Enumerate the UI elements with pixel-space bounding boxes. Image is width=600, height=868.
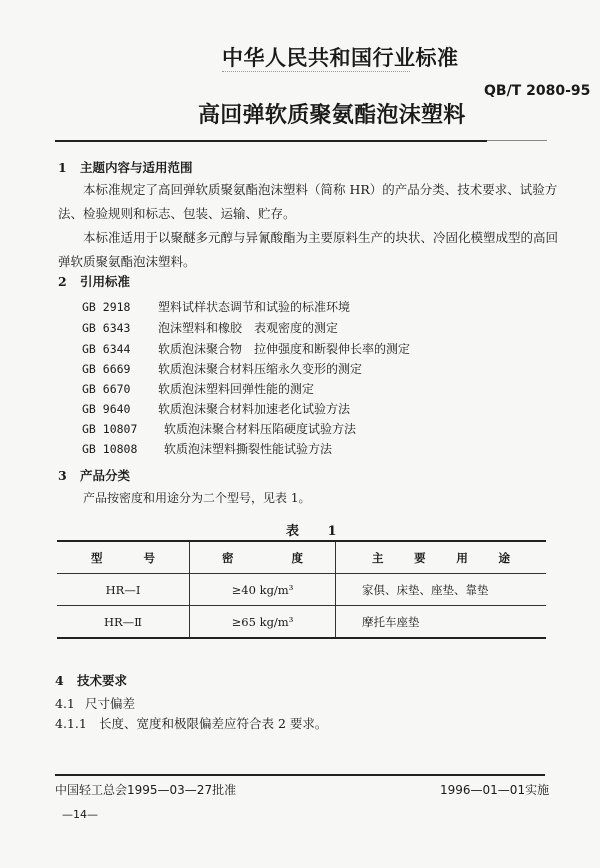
approval-date: 中国轻工总会1995—03—27批准 [55,783,237,797]
page-number: —14— [62,808,98,821]
cell-use: 摩托车座垫 [336,606,547,639]
section-3-paragraph: 产品按密度和用途分为二个型号，见表 1。 [83,491,311,505]
section-title: 产品分类 [80,468,131,483]
reference-item: GB 6670 软质泡沫塑料回弹性能的测定 [82,382,315,396]
section-number: 2 [58,274,67,289]
title-rule-extension [487,140,547,141]
section-title: 引用标准 [80,274,131,289]
standard-code: QB/T 2080-95 [484,83,591,99]
section-number: 1 [58,160,67,175]
cell-density: ≥65 kg/m³ [190,606,336,639]
section-1-heading [58,158,193,176]
title-rule [55,140,487,142]
table-header-row [57,541,546,574]
issuer-title: 中华人民共和国行业标准 [222,46,459,70]
reference-item: GB 10808 软质泡沫塑料撕裂性能试验方法 [82,442,333,456]
document-title: 高回弹软质聚氨酯泡沫塑料 [198,103,466,128]
reference-item: GB 10807 软质泡沫聚合材料压陷硬度试验方法 [82,422,357,436]
section-number: 4 [55,673,64,688]
reference-item: GB 2918 塑料试样状态调节和试验的标准环境 [82,300,351,314]
section-1-paragraph-2: 本标准适用于以聚醚多元醇与异氰酸酯为主要原料生产的块状、冷固化模塑成型的高回弹软质聚氨酯泡沫塑料。 [58,230,559,269]
cell-model: HR—Ⅰ [57,574,190,606]
table-row [57,574,546,606]
section-title: 技术要求 [77,673,128,688]
section-2-heading [58,272,130,290]
section-number: 3 [58,468,67,483]
reference-item: GB 9640 软质泡沫聚合材料加速老化试验方法 [82,402,351,416]
section-1-paragraph-1: 本标准规定了高回弹软质聚氨酯泡沫塑料（简称 HR）的产品分类、技术要求、试验方法、检验规则和标志、包装、运输、贮存。 [58,182,558,221]
table-row [57,606,546,639]
table-1 [57,540,546,639]
reference-item: GB 6344 软质泡沫聚合物 拉伸强度和断裂伸长率的测定 [82,342,411,356]
footer-rule [55,774,545,776]
header-model: 型 号 [57,541,190,574]
section-4-heading [55,671,127,689]
section-title: 主题内容与适用范围 [80,160,193,175]
reference-item: GB 6343 泡沫塑料和橡胶 表观密度的测定 [82,321,339,335]
subsection-4-1-heading: 4.1 尺寸偏差 [55,696,136,711]
section-3-heading [58,466,130,484]
header-divider [222,71,410,72]
cell-density: ≥40 kg/m³ [190,574,336,606]
cell-model: HR—Ⅱ [103,614,142,629]
clause-4-1-1: 4.1.1 长度、宽度和极限偏差应符合表 2 要求。 [55,716,328,731]
cell-use: 家俱、床垫、座垫、靠垫 [336,574,547,606]
reference-item: GB 6669 软质泡沫聚合材料压缩永久变形的测定 [82,362,363,376]
effective-date: 1996—01—01实施 [440,783,550,797]
table-1-caption: 表 1 [286,524,349,539]
header-density: 密 度 [190,541,336,574]
header-main-use: 主 要 用 途 [336,541,547,574]
